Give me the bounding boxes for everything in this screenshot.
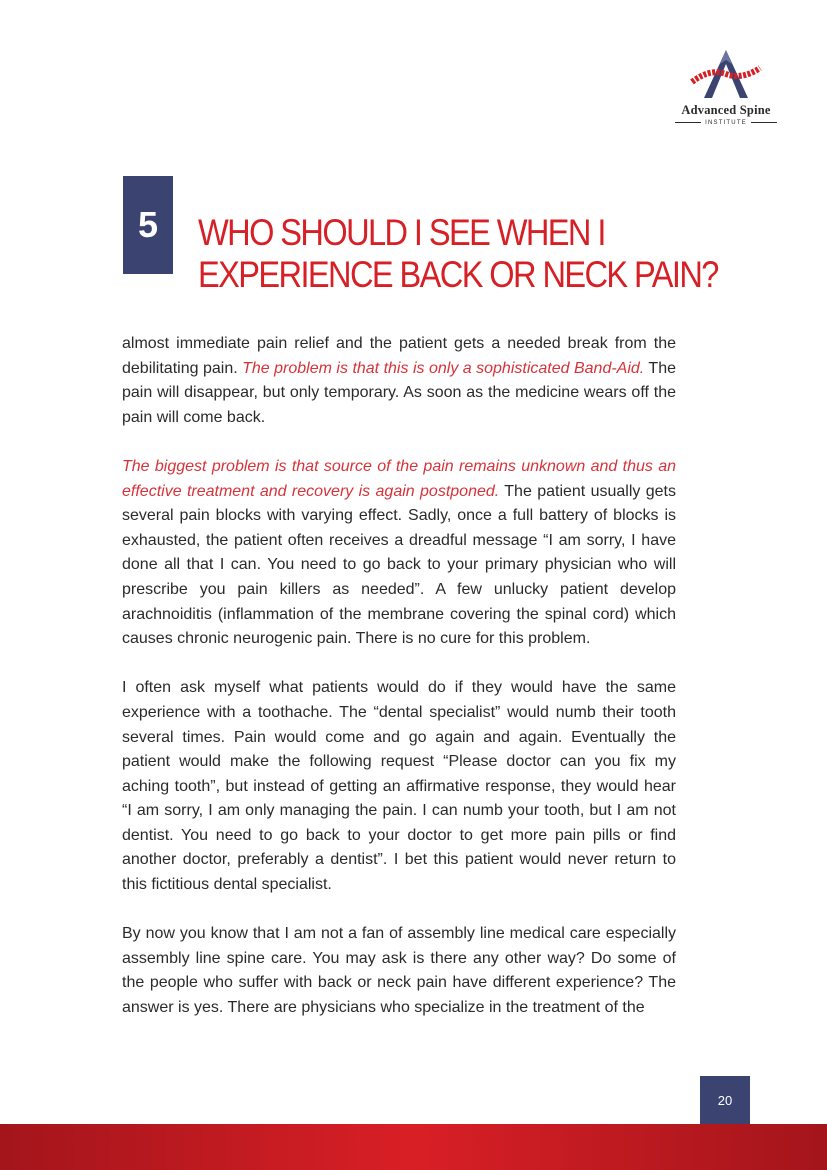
paragraph-1: [122, 332, 676, 430]
chapter-title-line-2: EXPERIENCE BACK OR NECK PAIN?: [198, 254, 718, 295]
chapter-title-line-1: WHO SHOULD I SEE WHEN I: [198, 212, 605, 253]
body-text: [122, 332, 676, 1045]
paragraph-1-text-c: The pain will disappear, but only temporary. As soon as the medicine wears off the pain will come back.: [122, 359, 676, 426]
paragraph-2-text: The patient usually gets several pain blocks with varying effect. Sadly, once a full battery of blocks is exhausted, the patient often receives a dreadful message “I am sorry, I have done all that I can. You need to go back to your primary physician who will prescribe you pain killers as needed”. A few unlucky patient develop arachnoiditis (inflammation of the membrane covering the spinal cord) which causes chronic neurogenic pain. There is no cure for this problem.: [122, 482, 676, 648]
brand-subtitle: INSTITUTE: [668, 120, 784, 126]
page-number: 20: [717, 1092, 733, 1108]
advanced-spine-logo: [668, 48, 784, 128]
spine-a-logo-icon: [690, 48, 762, 100]
paragraph-3: I often ask myself what patients would do if they would have the same experience with a toothache. The “dental specialist” would numb their tooth several times. Pain would come and go again and again. Eventually the patient would make the following request “Please doctor can you fix my aching tooth”, but instead of getting an affirmative response, they would hear “I am sorry, I am only managing the pain. I can numb your tooth, but I am not dentist. You need to go back to your doctor to get more pain pills or find another doctor, preferably a dentist”. I bet this patient would never return to this fictitious dental specialist.: [122, 679, 676, 894]
brand-name: Advanced Spine: [681, 103, 771, 117]
paragraph-1-highlight: The problem is that this is only a sophisticated Band-Aid.: [242, 359, 645, 377]
paragraph-2: [122, 455, 676, 652]
chapter-number-badge: [123, 176, 173, 274]
paragraph-4: By now you know that I am not a fan of assembly line medical care especially assembly line spine care. You may ask is there any other way? Do some of the people who suffer with back or neck pain have different experience? The answer is yes. There are physicians who specialize in the treatment of the: [122, 925, 676, 1017]
page-number-badge: [700, 1076, 750, 1124]
footer-band: [0, 1124, 827, 1170]
chapter-number: 5: [137, 204, 159, 245]
chapter-title: [198, 212, 718, 296]
paragraph-2-highlight: The biggest problem is that source of the pain remains unknown and thus an effective treatment and recovery is again postponed.: [122, 457, 676, 500]
paragraph-1-text-a: almost immediate pain relief and the patient gets a needed break from the debilitating pain.: [122, 335, 676, 377]
